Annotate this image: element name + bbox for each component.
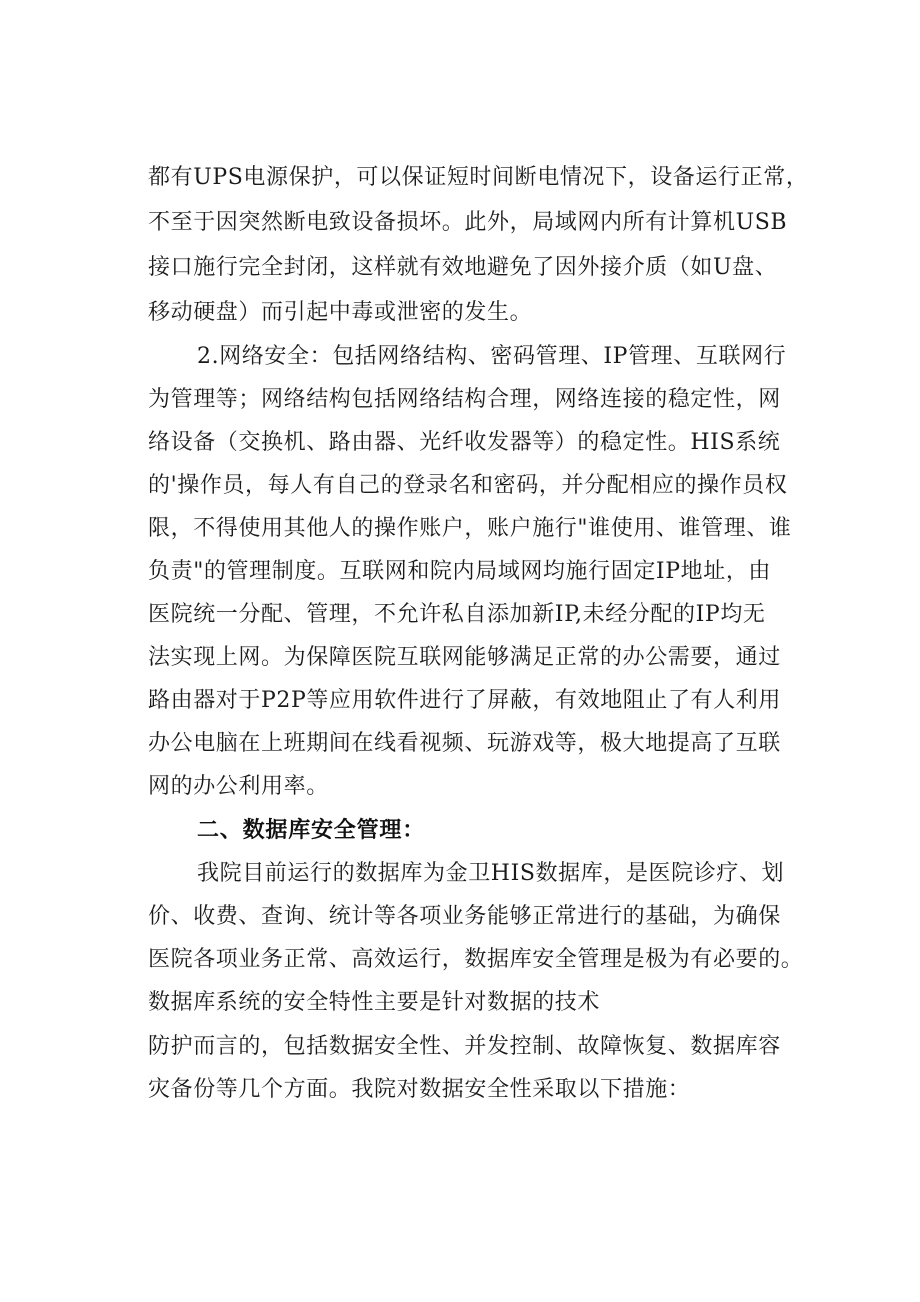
paragraph-line: 价、收费、查询、统计等各项业务能够正常进行的基础，为确保 <box>148 904 781 929</box>
paragraph-line: 网的办公利用率。 <box>148 774 329 799</box>
paragraph-line: 2.网络安全：包括网络结构、密码管理、IP管理、互联网行 <box>197 344 787 369</box>
paragraph-line: 数据库系统的安全特性主要是针对数据的技术 <box>148 990 601 1015</box>
paragraph-line: 为管理等；网络结构包括网络结构合理，网络连接的稳定性，网 <box>148 387 781 412</box>
paragraph-line: 灾备份等几个方面。我院对数据安全性采取以下措施： <box>148 1077 691 1102</box>
paragraph-line: 不至于因突然断电致设备损坏。此外，局域网内所有计算机USB <box>148 210 788 235</box>
paragraph-line: 移动硬盘）而引起中毒或泄密的发生。 <box>148 300 533 325</box>
paragraph-line: 限，不得使用其他人的操作账户，账户施行"谁使用、谁管理、谁 <box>148 516 792 541</box>
paragraph-line: 的'操作员，每人有自己的登录名和密码，并分配相应的操作员权 <box>148 473 788 498</box>
paragraph-line: 接口施行完全封闭，这样就有效地避免了因外接介质（如U盘、 <box>148 255 778 280</box>
paragraph-line: 都有UPS电源保护，可以保证短时间断电情况下，设备运行正常， <box>148 165 809 190</box>
paragraph-line: 负责"的管理制度。互联网和院内局域网均施行固定IP地址，由 <box>148 559 772 584</box>
paragraph-line: 路由器对于P2P等应用软件进行了屏蔽，有效地阻止了有人利用 <box>148 688 782 713</box>
section-heading: 二、数据库安全管理： <box>197 818 426 843</box>
paragraph-line: 防护而言的，包括数据安全性、并发控制、故障恢复、数据库容 <box>148 1034 781 1059</box>
paragraph-line: 办公电脑在上班期间在线看视频、玩游戏等，极大地提高了互联 <box>148 731 781 756</box>
paragraph-line: 法实现上网。为保障医院互联网能够满足正常的办公需要，通过 <box>148 645 781 670</box>
paragraph-line: 我院目前运行的数据库为金卫HIS数据库，是医院诊疗、划 <box>197 861 785 886</box>
paragraph-line: 络设备（交换机、路由器、光纤收发器等）的稳定性。HIS系统 <box>148 430 781 455</box>
paragraph-line: 医院统一分配、管理，不允许私自添加新IP,未经分配的IP均无 <box>148 602 766 627</box>
paragraph-line: 医院各项业务正常、高效运行，数据库安全管理是极为有必要的。 <box>148 947 804 972</box>
